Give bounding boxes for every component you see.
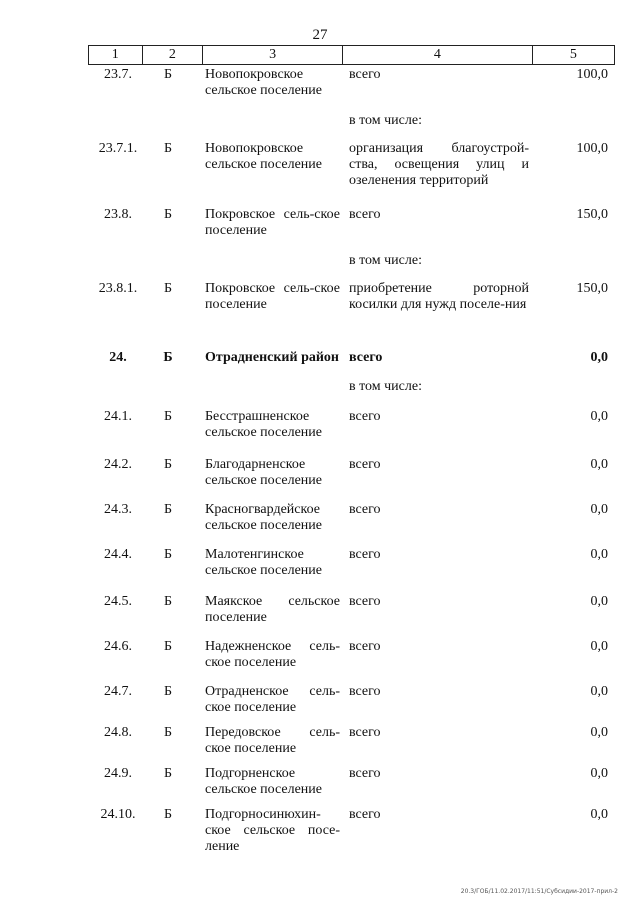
row-group: Б [163, 639, 173, 654]
row-name: Новопокровское сельское поселение [205, 67, 322, 98]
header-col-3: 3 [203, 46, 343, 64]
row-description: всего [349, 807, 381, 822]
row-name: Новопокровское сельское поселение [205, 141, 322, 172]
row-group: Б [163, 141, 173, 156]
row-group: Б [163, 207, 173, 222]
row-name: Бесстрашненское сельское поселение [205, 409, 322, 440]
document-footer: 20.3/ГОБ/11.02.2017/11:51/Субсидии-2017-прил-2 [460, 888, 618, 895]
row-number: 24.9. [104, 766, 132, 781]
row-amount: 0,0 [590, 350, 608, 365]
row-name: Покровское сель-ское поселение [205, 281, 340, 312]
row-description: всего [349, 766, 381, 781]
row-name: Подгорносинюхин-ское сельское посе-ление [205, 807, 340, 854]
row-number: 24.7. [104, 684, 132, 699]
row-group: Б [163, 281, 173, 296]
row-name: Подгорненское сельское поселение [205, 766, 322, 797]
row-amount: 0,0 [590, 502, 608, 517]
row-group: Б [163, 457, 173, 472]
row-group: Б [163, 766, 173, 781]
row-group: Б [163, 502, 173, 517]
row-amount: 0,0 [590, 766, 608, 781]
row-name: Отрадненское сель-ское поселение [205, 684, 340, 715]
row-number: 24.6. [104, 639, 132, 654]
row-description: в том числе: [349, 113, 422, 128]
row-number: 23.7.1. [98, 141, 138, 156]
page-number: 27 [312, 27, 328, 43]
row-number: 24.4. [104, 547, 132, 562]
row-description: всего [349, 409, 381, 424]
row-number: 24.5. [104, 594, 132, 609]
row-name: Передовское сель-ское поселение [205, 725, 340, 756]
row-group: Б [163, 409, 173, 424]
row-amount: 0,0 [590, 457, 608, 472]
row-description: в том числе: [349, 379, 422, 394]
row-group: Б [163, 725, 173, 740]
row-number: 24. [109, 350, 127, 365]
row-name: Отрадненский район [205, 350, 339, 365]
header-col-4: 4 [343, 46, 533, 64]
row-amount: 0,0 [590, 594, 608, 609]
row-name: Красногвардейское сельское поселение [205, 502, 322, 533]
row-number: 23.8.1. [98, 281, 138, 296]
row-group: Б [163, 350, 173, 365]
row-name: Маякское сельское поселение [205, 594, 340, 625]
row-description: в том числе: [349, 253, 422, 268]
row-group: Б [163, 594, 173, 609]
row-amount: 0,0 [590, 547, 608, 562]
row-number: 23.7. [104, 67, 132, 82]
header-col-5: 5 [569, 47, 577, 62]
row-number: 24.8. [104, 725, 132, 740]
row-amount: 0,0 [590, 639, 608, 654]
row-group: Б [163, 67, 173, 82]
header-col-2: 2 [143, 46, 204, 64]
row-number: 24.2. [104, 457, 132, 472]
row-description: всего [349, 457, 381, 472]
row-group: Б [163, 807, 173, 822]
row-description: всего [349, 502, 381, 517]
row-amount: 0,0 [590, 684, 608, 699]
row-amount: 100,0 [576, 141, 608, 156]
table-header [88, 45, 615, 65]
row-amount: 0,0 [590, 725, 608, 740]
row-number: 24.3. [104, 502, 132, 517]
row-number: 24.10. [100, 807, 136, 822]
row-amount: 0,0 [590, 409, 608, 424]
row-amount: 0,0 [590, 807, 608, 822]
row-name: Благодарненское сельское поселение [205, 457, 322, 488]
row-name: Малотенгинское сельское поселение [205, 547, 322, 578]
row-number: 23.8. [104, 207, 132, 222]
row-description: всего [349, 67, 381, 82]
header-col-1: 1 [89, 46, 143, 64]
row-description: всего [349, 725, 381, 740]
row-group: Б [163, 547, 173, 562]
row-amount: 150,0 [576, 281, 608, 296]
row-description: всего [349, 639, 381, 654]
row-description: всего [349, 350, 383, 365]
row-name: Надежненское сель-ское поселение [205, 639, 340, 670]
row-amount: 150,0 [576, 207, 608, 222]
row-description: всего [349, 684, 381, 699]
row-amount: 100,0 [576, 67, 608, 82]
row-description: всего [349, 547, 381, 562]
row-number: 24.1. [104, 409, 132, 424]
row-description: организация благоустрой-ства, освещения улиц и озеленения территорий [349, 141, 529, 188]
row-description: всего [349, 207, 381, 222]
row-group: Б [163, 684, 173, 699]
row-description: приобретение роторной косилки для нужд поселе-ния [349, 281, 529, 312]
row-description: всего [349, 594, 381, 609]
row-name: Покровское сель-ское поселение [205, 207, 340, 238]
